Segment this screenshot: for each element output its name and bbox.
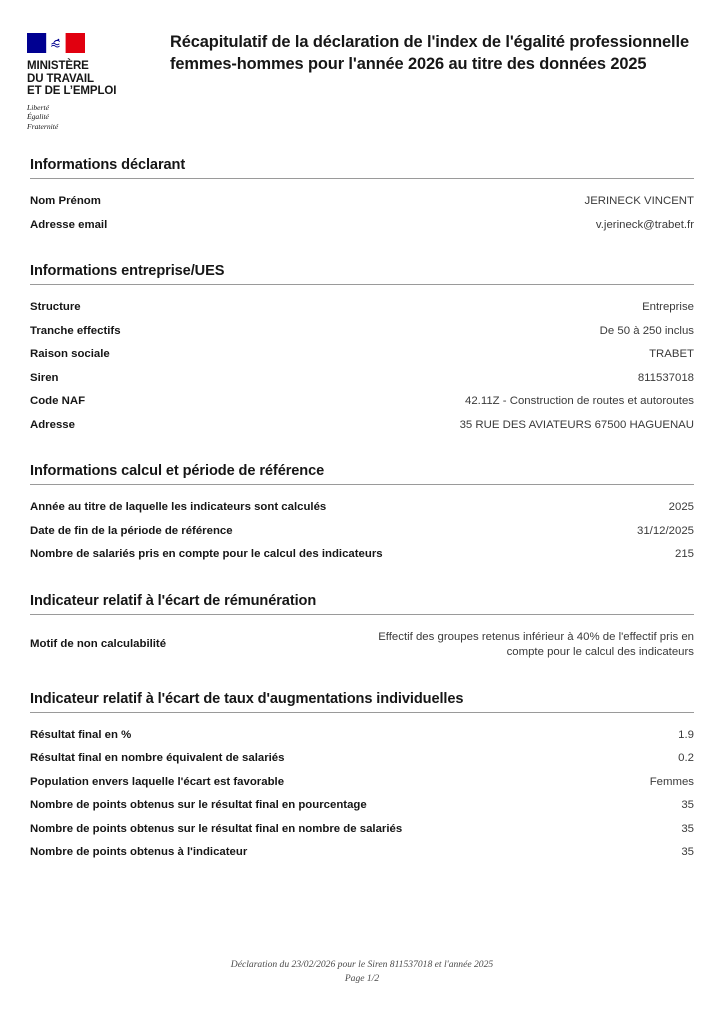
- page-title: Récapitulatif de la déclaration de l'index de l'égalité professionnelle femmes-hommes pour l'année 2026 au titre des données 2025: [170, 33, 689, 73]
- row-label: Code NAF: [30, 395, 86, 407]
- section-title: Informations calcul et période de référence: [30, 463, 325, 479]
- ministry-name-line-1: MINISTÈRE: [27, 60, 89, 72]
- row-label: Nom Prénom: [30, 195, 101, 207]
- footer-declaration-line: Déclaration du 23/02/2026 pour le Siren 811537018 et l'année 2025: [230, 959, 494, 970]
- section-title: Indicateur relatif à l'écart de rémunération: [30, 592, 317, 609]
- row-label: Siren: [30, 371, 59, 384]
- section-title: Informations entreprise/UES: [30, 263, 225, 279]
- section-divider: [30, 614, 694, 615]
- document-header: [0, 0, 724, 131]
- ministry-name-line-2: DU TRAVAIL: [27, 72, 94, 85]
- table-row: [30, 771, 694, 795]
- table-row: [30, 747, 694, 771]
- section-divider: [30, 712, 694, 713]
- section-indicateur-ecart-remuneration: [30, 593, 694, 665]
- row-value: 1.9: [678, 728, 694, 741]
- row-value: 215: [674, 548, 694, 560]
- footer-page-number: Page 1/2: [344, 973, 380, 984]
- row-value: 811537018: [637, 371, 694, 384]
- row-label: Motif de non calculabilité: [30, 638, 167, 651]
- row-label: Tranche effectifs: [30, 324, 121, 337]
- section-indicateur-ecart-taux-augmentations: [30, 691, 694, 865]
- section-informations-declarant: [30, 157, 694, 237]
- table-row: [30, 367, 694, 391]
- section-divider: [30, 178, 694, 179]
- table-row: [30, 543, 694, 567]
- row-label: Date de fin de la période de référence: [30, 524, 233, 537]
- row-value: De 50 à 250 inclus: [599, 324, 694, 337]
- row-label: Population envers laquelle l'écart est favorable: [30, 775, 285, 788]
- page-footer: [0, 958, 724, 986]
- row-value: 42.11Z - Construction de routes et autoroutes: [465, 395, 694, 407]
- motto-liberte: Liberté: [27, 102, 49, 112]
- ministry-brand-block: [27, 30, 137, 131]
- row-value: Effectif des groupes retenus inférieur à 40% de l'effectif pris en compte pour le calcul des indicateurs: [378, 630, 694, 658]
- row-label: Résultat final en %: [30, 728, 132, 741]
- row-label: Nombre de points obtenus sur le résultat final en pourcentage: [30, 799, 367, 811]
- section-title: Indicateur relatif à l'écart de taux d'augmentations individuelles: [30, 690, 464, 707]
- section-title: Informations déclarant: [30, 157, 186, 173]
- table-row: [30, 320, 694, 344]
- row-label: Structure: [30, 301, 81, 313]
- row-value: 0.2: [678, 752, 694, 764]
- table-row: [30, 214, 694, 238]
- french-republic-tricolor-flag-icon: [27, 33, 85, 53]
- section-divider: [30, 284, 694, 285]
- motto-block: [27, 103, 137, 131]
- document-body: [0, 157, 724, 865]
- row-value: 35 RUE DES AVIATEURS 67500 HAGUENAU: [459, 418, 694, 431]
- row-label: Nombre de points obtenus sur le résultat final en nombre de salariés: [30, 822, 403, 835]
- row-label: Année au titre de laquelle les indicateurs sont calculés: [30, 501, 327, 513]
- ministry-name-line-3: ET DE L’EMPLOI: [27, 85, 117, 98]
- row-value: 31/12/2025: [636, 524, 694, 537]
- row-label: Résultat final en nombre équivalent de salariés: [30, 752, 285, 764]
- row-value: JERINECK VINCENT: [584, 195, 694, 207]
- section-divider: [30, 484, 694, 485]
- row-value: TRABET: [649, 348, 694, 360]
- table-row: [30, 724, 694, 748]
- row-value: Femmes: [649, 775, 694, 788]
- row-value: Entreprise: [642, 301, 694, 313]
- row-label: Adresse email: [30, 218, 108, 231]
- row-value: 35: [681, 846, 694, 858]
- row-value: v.jerineck@trabet.fr: [595, 218, 694, 231]
- table-row: [30, 390, 694, 414]
- table-row: [30, 626, 694, 665]
- table-row: [30, 296, 694, 320]
- table-row: [30, 414, 694, 438]
- section-informations-calcul-periode-reference: [30, 463, 694, 567]
- section-informations-entreprise-ues: [30, 263, 694, 437]
- row-value: 35: [681, 799, 694, 811]
- table-row: [30, 343, 694, 367]
- row-label: Raison sociale: [30, 348, 110, 360]
- motto-egalite: Égalité: [27, 112, 49, 122]
- row-label: Nombre de points obtenus à l'indicateur: [30, 846, 248, 858]
- table-row: [30, 190, 694, 214]
- row-value: 2025: [668, 501, 694, 513]
- table-row: [30, 841, 694, 865]
- table-row: [30, 794, 694, 818]
- motto-fraternite: Fraternité: [27, 121, 59, 131]
- table-row: [30, 818, 694, 842]
- table-row: [30, 496, 694, 520]
- row-value: 35: [681, 822, 694, 835]
- table-row: [30, 520, 694, 544]
- row-label: Adresse: [30, 418, 75, 431]
- row-label: Nombre de salariés pris en compte pour le calcul des indicateurs: [30, 548, 383, 560]
